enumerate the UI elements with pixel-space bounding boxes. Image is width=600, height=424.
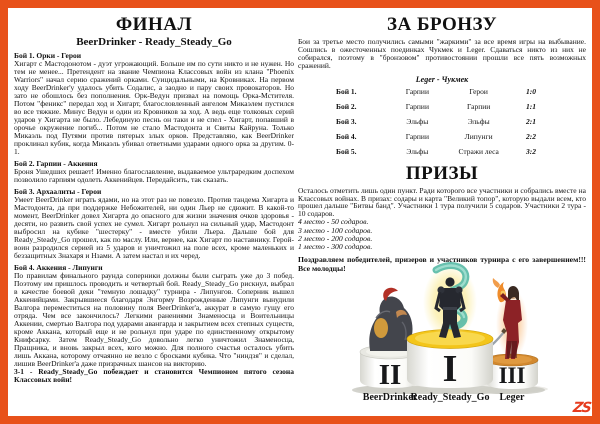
bout-label: Бой 5. <box>336 146 357 156</box>
bouts-table <box>336 75 548 156</box>
bout-row <box>336 148 548 156</box>
bout-score: 2:2 <box>525 131 536 141</box>
bronze-title: ЗА БРОНЗУ <box>386 14 498 35</box>
fight-title: Бой 1. Орки - Герои <box>14 51 82 60</box>
prize-line: 3 место - 100 содаров. <box>298 225 373 235</box>
podium-numeral-second: II <box>378 359 402 391</box>
fight-body: Умеет BeerDrinker играть ядами, но на этот раз не повезло. Против тандема Хигарта и Мастодонта, да при поддержке Небожителей, ни один Льер не сдюжит. В какой-то момент, BeerDrinker довел Хигарта до опасного для жизни значения очков здоровья - десяти, но развить свой успех не сумел. Хигарт рольнул на сильный удар, Мастодонт выбросил на кубике "шестерку" - вместе убили Льера. Дальше бой для Ready_Steady_Go прошел, как по маслу. Или, вернее, как Хигарт по наставнику. Герой-воин разродился серией из 5 ударов и уничтожил на поле всех, кроме маленьких и беззащитных Знахаря и Нзами. А затем настал и их черед. <box>14 195 294 261</box>
prize-line: 1 место - 300 содаров. <box>298 242 373 252</box>
bout-army-left: Эльфы <box>406 116 429 126</box>
podium-numeral-third: III <box>498 363 526 388</box>
bout-score: 1:0 <box>525 86 536 96</box>
bout-army-left: Гарпии <box>405 101 429 111</box>
bout-army-left: Эльфы <box>406 146 429 156</box>
final-subtitle: BeerDrinker - Ready_Steady_Go <box>76 36 232 48</box>
bout-army-right: Стражи леса <box>458 146 499 156</box>
final-column <box>14 12 294 414</box>
bout-army-right: Липунги <box>464 131 493 141</box>
bout-row <box>336 133 548 141</box>
fight-title: Бой 4. Аккения - Липунги <box>14 263 103 273</box>
fight-body: Хигарт с Мастодонотом - дуэт угрожающий. Больше им по сути никто и не нужен. Но тем не менее... Претендент на звание Чемпиона Классовых войн из клана "Phoenix Warriors" начал серию сражений орками. Суицидальными, на Кровниках. На первом ходу BeerDrinker'у удалось убить Содалис, а заодно и пару своих провокаторов. Но зато не обошлось без пополнения. Орк-Ведун призвал на помощь Орка-Мстителя. Потом "феникс" передал ход и Хигарт, благословленный ангелом Микаэлем пустился во все тяжкие. Минус Ведун и один из Кровников за ход. А ведь еще толковых серий ударов у Хигарта не было. Лебединую песнь он таки и не спел - Хигарт, попавший в орочье окружение погиб... Потом не стало Мастодонта и Свиты Кайруна. Только Микаэль под Путями против пятерых злых орков. Представляю, как BeerDrinker проклинал кубик, когда Микаэль убивал ответными ударами одного орка за другим. 0-1. <box>14 59 294 157</box>
prize-line: 2 место - 200 содаров. <box>298 233 373 243</box>
fight-body: По правилам финального раунда соперники должны были сыграть уже до 3 побед. Поэтому им пришлось проводить и четвертый бой. Ready_Steady_Go рискнул, выбрал в качестве боевой деки "темную лошадку" турнира - Липунгов. Соперник вышел Аккенийцами. Закрывшиеся благодаря Энгорму Возрожденные Липунги вынудили Валгора переместиться на половину поля BeerDrinker'а, аккурат в самую гущу его отряда. Чем все закончилось? Легкими ранениями Знаменосца и Воительницы Аккении, смертью Валгора под ударами авангарда и закрытием всех степных существ, кроме Аккана, который еще и не рольнул при ударе по единственному открытому Книфсарку. Затем Ready_Steady_Go довольно легко уничтожил Знаменосца, Пращника, и вновь закрыл всех, кого можно. Для полного счастья осталось убить лишь Аккана, которому отчаянно не везло с бросками кубика. Что "ниндзя" и сделал, лишив BeerDrinker'а даже призрачных шансов на викторию. <box>14 271 294 369</box>
podium-illustration <box>352 262 586 394</box>
fight-block-4 <box>14 264 294 384</box>
bout-row <box>336 103 548 111</box>
bout-army-left: Гарпии <box>405 86 429 96</box>
podium-label-third: Leger <box>499 392 525 403</box>
fight-title: Бой 3. Архаалиты - Герои <box>14 187 102 197</box>
match-title: Leger - Чукмек <box>415 74 469 84</box>
podium-numeral-first: I <box>442 348 458 390</box>
final-result: 3-1 - Ready_Steady_Go побеждает и становится Чемпионом пятого сезона Классовых войн! <box>14 367 294 385</box>
fight-title: Бой 2. Гарпии - Аккения <box>14 159 98 169</box>
fight-block-3 <box>14 188 294 260</box>
fight-block-1 <box>14 52 294 156</box>
winners-podium <box>352 262 586 412</box>
prizes-title: ПРИЗЫ <box>405 162 479 184</box>
bout-score: 1:1 <box>525 101 536 111</box>
bout-row <box>336 88 548 96</box>
bout-army-left: Гарпии <box>405 131 429 141</box>
zs-logo: ZS <box>571 400 591 416</box>
champion-figure-icon <box>423 264 477 340</box>
bout-score: 2:1 <box>525 116 536 126</box>
bout-label: Бой 2. <box>336 101 357 111</box>
podium-label-second: BeerDrinker <box>362 392 418 403</box>
prize-line: 4 место - 50 содаров. <box>298 217 369 227</box>
fight-block-2 <box>14 160 294 184</box>
fight-body: Броня Ушедших решает! Именно благославление, выдаваемое ультраредким доспехом позволило гарпиям одолеть Аккенийцев. Передайсить, так сказать. <box>14 167 294 185</box>
bout-army-right: Герои <box>469 86 488 96</box>
bout-army-right: Эльфы <box>467 116 490 126</box>
bout-label: Бой 3. <box>336 116 357 126</box>
congrats-text: Поздравляем победителей, призеров и участников турнира с его завершением!!! Все молодцы! <box>298 255 586 273</box>
bout-label: Бой 1. <box>336 86 357 96</box>
bout-score: 3:2 <box>525 146 536 156</box>
bout-label: Бой 4. <box>336 131 357 141</box>
bronze-intro: Бои за третье место получились самыми "жаркими" за все время игры на выбывание. Сошлись в ожесточенных поединках Чукмек и Leger. Сдаваться никто из них не собирался, поэтому в "бронзовом" противостоянии прошли все пять возможных сражений. <box>298 37 586 70</box>
final-title: ФИНАЛ <box>115 14 193 35</box>
bout-row <box>336 118 548 126</box>
podium-label-first: Ready_Steady_Go <box>410 392 490 403</box>
mage-figure-icon <box>487 278 528 359</box>
bronze-column <box>298 12 586 414</box>
bout-army-right: Гарпии <box>467 101 491 111</box>
prizes-intro: Осталось отметить лишь один пункт. Ради которого все участники и собрались вместе на Классовых войнах. В призах: содары и карта "Великий топор", которую выдали всем, кто прошел дальше "Битвы банд". Участники 1 тура получили 5 содаров. Участники 2 тура - 10 содаров. <box>298 185 586 219</box>
